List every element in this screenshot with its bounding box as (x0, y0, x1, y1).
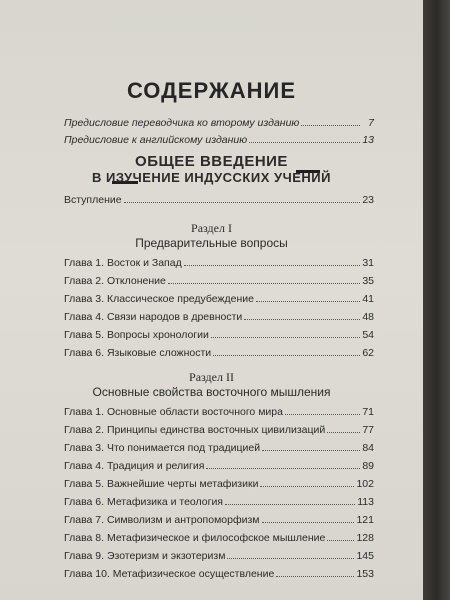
toc-entry-page: 121 (356, 514, 374, 526)
dot-leader (260, 486, 354, 487)
dot-leader (225, 504, 355, 505)
dot-leader (168, 283, 360, 284)
toc-entry-label: Глава 7. Символизм и антропоморфизм (64, 514, 260, 526)
toc-entry-label: Предисловие переводчика ко второму изданию (64, 117, 300, 129)
toc-entry-label: Вступление (64, 194, 122, 206)
toc-entry-page: 128 (356, 532, 374, 544)
toc-entry-chapter (64, 343, 374, 359)
dot-leader (227, 558, 354, 559)
toc-entry-page: 71 (362, 406, 374, 418)
section-1-heading: Раздел I (191, 221, 232, 235)
dot-leader (213, 355, 360, 356)
toc-entry-page: 48 (362, 311, 374, 323)
toc-entry-label: Предисловие к английскому изданию (64, 134, 248, 146)
toc-title: СОДЕРЖАНИЕ (126, 78, 297, 103)
dot-leader (184, 265, 360, 266)
toc-entry-label: Глава 6. Метафизика и теология (64, 496, 223, 508)
toc-entry-preface-translator (64, 113, 374, 129)
toc-entry-label: Глава 2. Принципы единства восточных цивилизаций (64, 424, 326, 436)
toc-entry-intro (64, 190, 374, 206)
toc-entry-chapter (64, 528, 374, 544)
toc-entry-page: 102 (356, 478, 374, 490)
section-2-heading: Раздел II (189, 370, 234, 384)
toc-entry-label: Глава 9. Эзотеризм и экзотеризм (64, 550, 226, 562)
toc-entry-page: 113 (357, 496, 374, 508)
general-intro-heading-line1: ОБЩЕЕ ВВЕДЕНИЕ (135, 153, 288, 170)
toc-entry-chapter (64, 510, 374, 526)
toc-entry-label: Глава 4. Традиция и религия (64, 460, 205, 472)
toc-entry-label: Глава 6. Языковые сложности (64, 347, 212, 359)
dot-leader (256, 301, 360, 302)
dot-leader (262, 450, 360, 451)
dot-leader (124, 202, 360, 203)
toc-entry-chapter (64, 289, 374, 305)
toc-entry-page: 153 (356, 568, 374, 580)
toc-entry-page: 7 (368, 117, 374, 129)
toc-entry-chapter (64, 307, 374, 323)
toc-entry-label: Глава 4. Связи народов в древности (64, 311, 243, 323)
toc-entry-preface-english (64, 130, 374, 146)
section-1-subheading: Предварительные вопросы (135, 236, 288, 250)
toc-entry-label: Глава 2. Отклонение (64, 275, 166, 287)
toc-entry-page: 35 (362, 275, 374, 287)
toc-entry-label: Глава 3. Что понимается под традицией (64, 442, 261, 454)
toc-entry-label: Глава 3. Классическое предубеждение (64, 293, 255, 305)
dot-leader (206, 468, 360, 469)
toc-entry-label: Глава 10. Метафизическое осуществление (64, 568, 275, 580)
general-intro-heading-line2: В ИЗУЧЕНИЕ ИНДУССКИХ УЧЕНИЙ (92, 170, 331, 185)
toc-entry-chapter (64, 564, 374, 580)
toc-entry-page: 54 (362, 329, 374, 341)
toc-entry-label: Глава 1. Восток и Запад (64, 257, 182, 269)
book-spine (423, 0, 450, 600)
dot-leader (211, 337, 360, 338)
toc-entry-chapter (64, 492, 374, 508)
toc-entry-chapter (64, 325, 374, 341)
dot-leader (262, 522, 355, 523)
toc-entry-label: Глава 1. Основные области восточного мира (64, 406, 283, 418)
toc-entry-page: 89 (362, 460, 374, 472)
toc-entry-label: Глава 5. Вопросы хронологии (64, 329, 209, 341)
toc-entry-page: 31 (362, 257, 374, 269)
dot-leader (327, 432, 360, 433)
toc-entry-page: 23 (362, 194, 374, 206)
toc-entry-chapter (64, 438, 374, 454)
toc-entry-page: 84 (362, 442, 374, 454)
toc-entry-chapter (64, 474, 374, 490)
dot-leader (244, 319, 360, 320)
dot-leader (285, 414, 360, 415)
toc-entry-label: Глава 5. Важнейшие черты метафизики (64, 478, 259, 490)
toc-entry-page: 145 (356, 550, 374, 562)
toc-entry-chapter (64, 402, 374, 418)
dot-leader (327, 540, 354, 541)
toc-entry-chapter (64, 456, 374, 472)
toc-entry-label: Глава 8. Метафизическое и философское мышление (64, 532, 326, 544)
toc-entry-page: 13 (362, 134, 374, 146)
toc-entry-page: 62 (362, 347, 374, 359)
toc-entry-chapter (64, 420, 374, 436)
toc-entry-page: 77 (362, 424, 374, 436)
toc-entry-chapter (64, 546, 374, 562)
dot-leader (301, 125, 360, 126)
toc-entry-page: 41 (362, 293, 374, 305)
section-2-subheading: Основные свойства восточного мышления (92, 385, 331, 399)
toc-entry-chapter (64, 271, 374, 287)
dot-leader (249, 142, 360, 143)
toc-entry-chapter (64, 253, 374, 269)
dot-leader (276, 576, 354, 577)
